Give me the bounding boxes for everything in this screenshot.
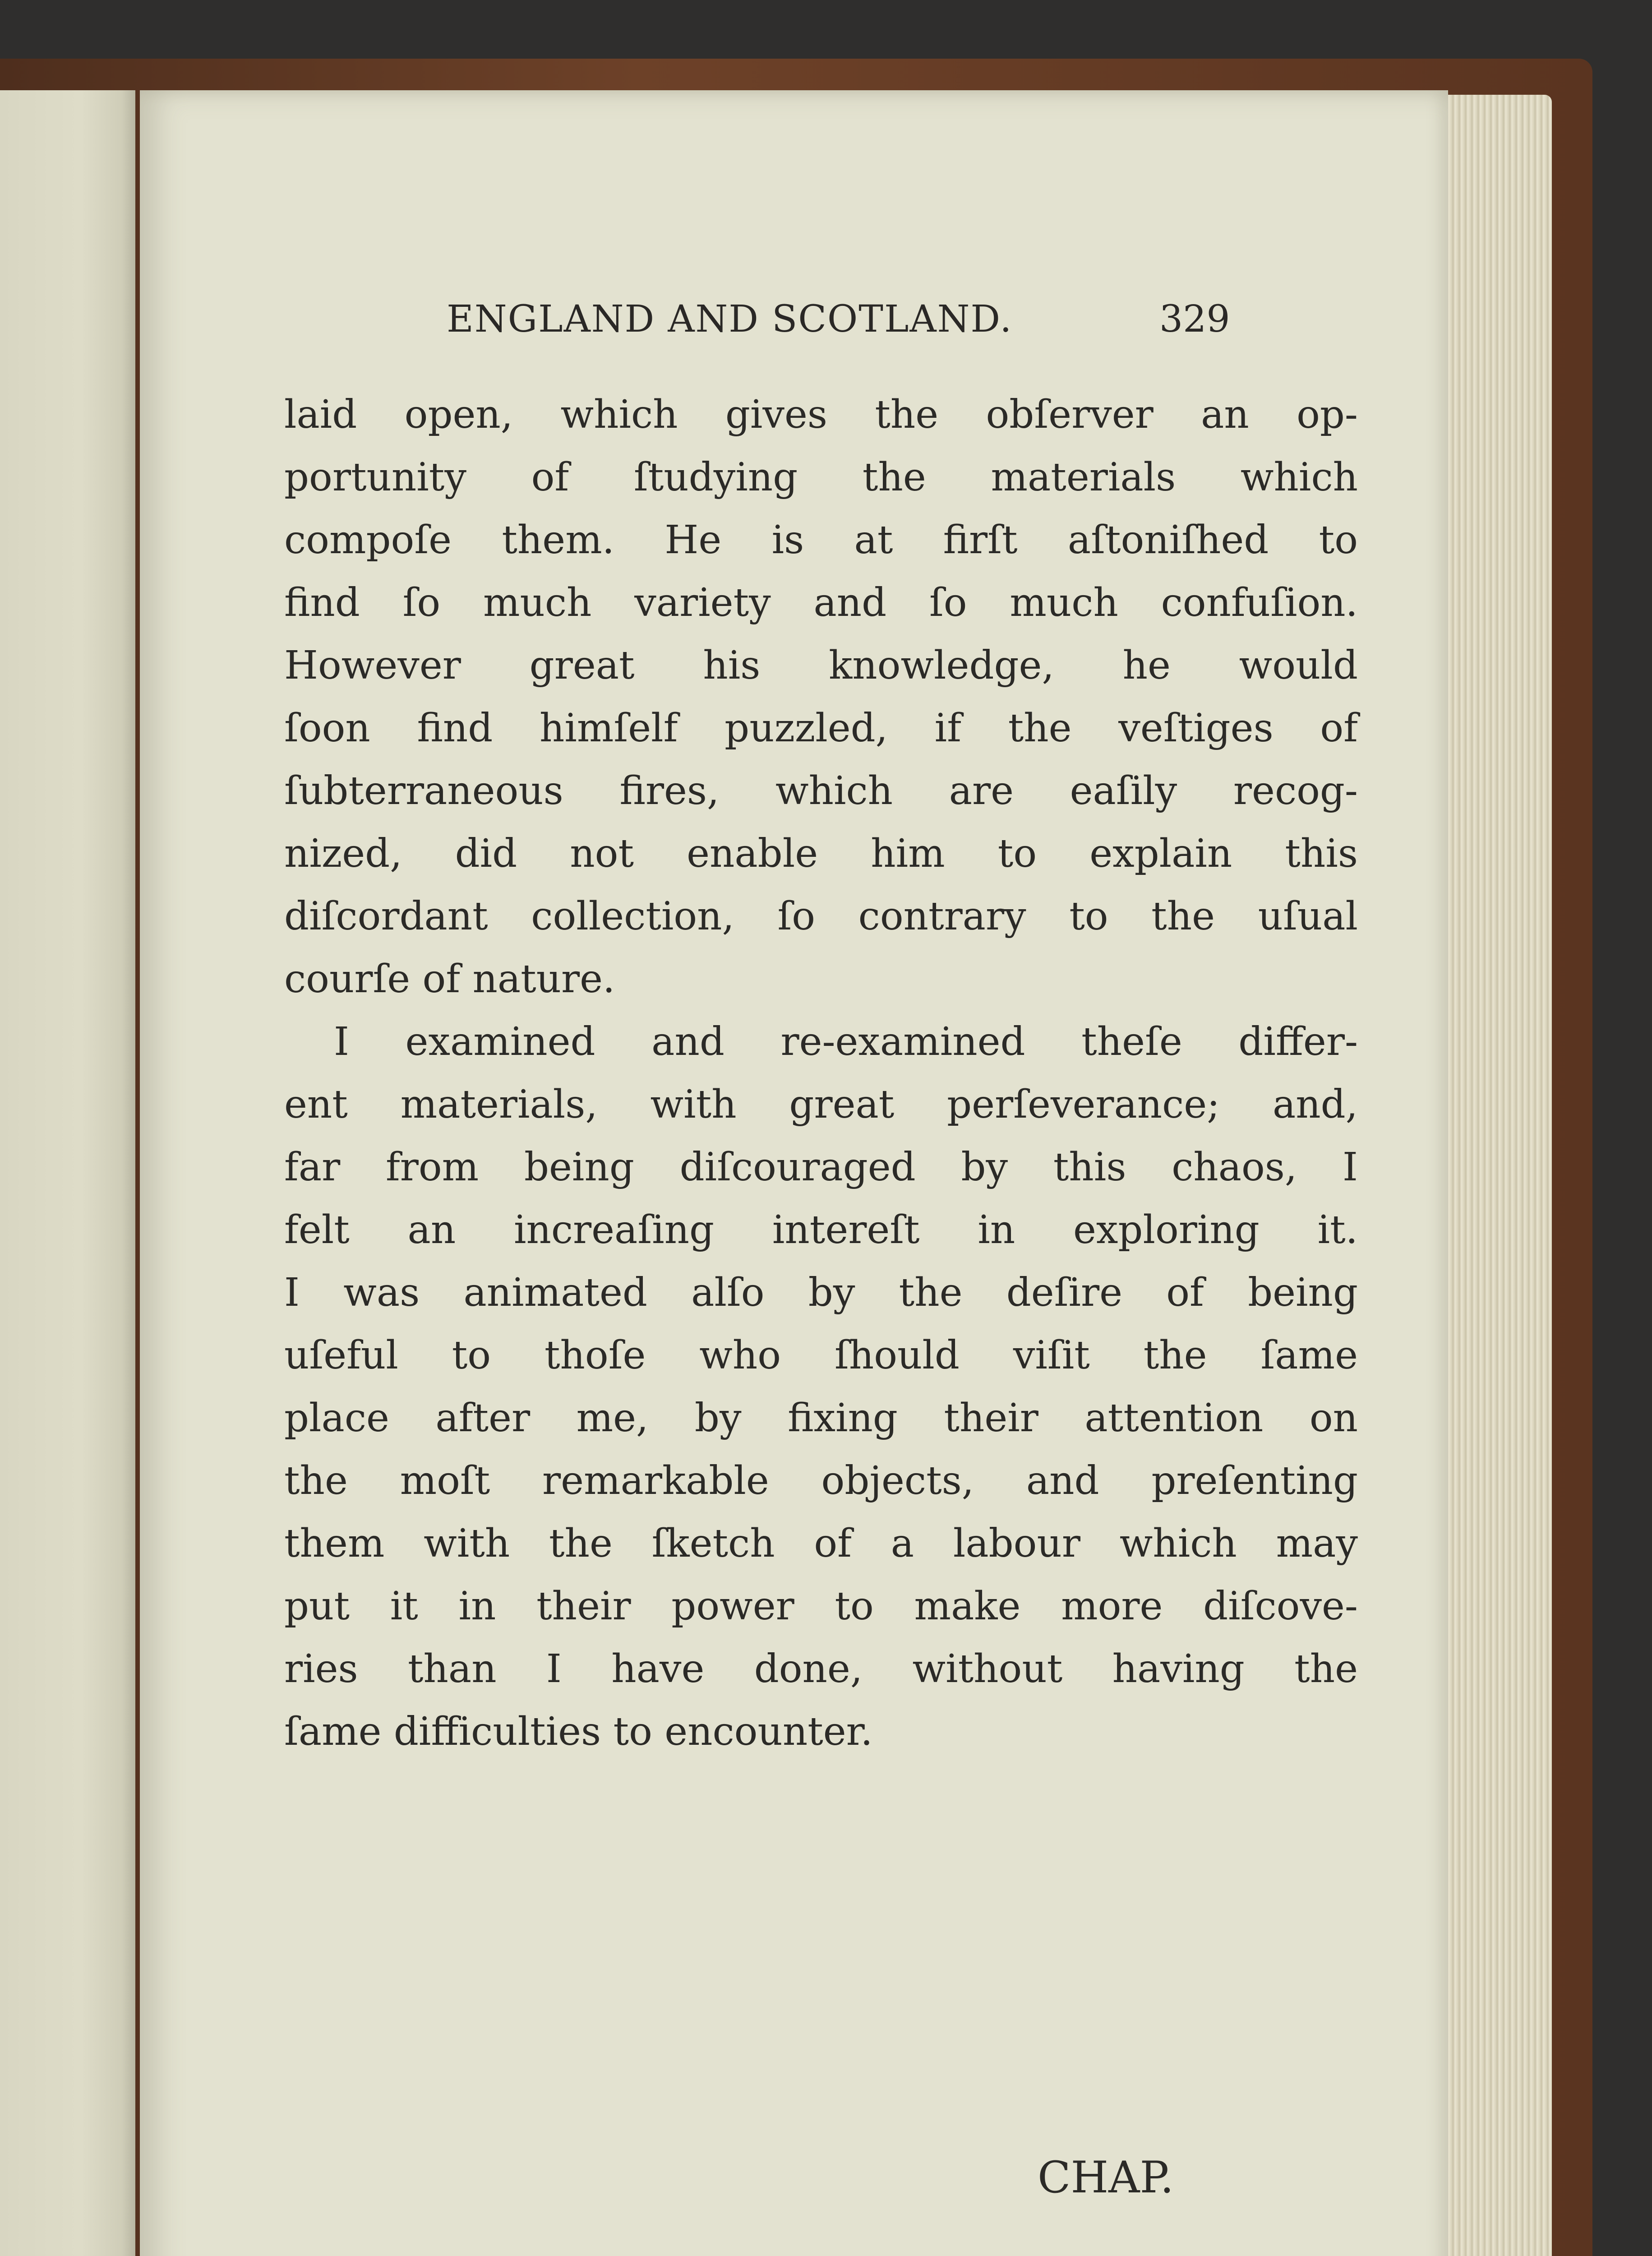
- catchword: CHAP.: [1038, 2152, 1174, 2203]
- body-text: [284, 384, 1358, 1763]
- text-line: ent materials, with great perſeverance; and,: [284, 1082, 1358, 1127]
- text-line: ſubterraneous fires, which are eaſily recog-: [284, 768, 1358, 814]
- text-line: ſoon find himſelf puzzled, if the veſtiges of: [284, 706, 1358, 751]
- paragraph: [284, 384, 1358, 1011]
- text-line: far from being diſcouraged by this chaos, I: [284, 1145, 1358, 1190]
- text-line: ſame difficulties to encounter.: [284, 1709, 873, 1754]
- text-line: find ſo much variety and ſo much confuſion.: [284, 580, 1358, 625]
- text-line: However great his knowledge, he would: [284, 643, 1358, 688]
- text-line: them with the ſketch of a labour which may: [284, 1521, 1358, 1566]
- text-line: place after me, by fixing their attention on: [284, 1396, 1358, 1441]
- page-edges: [1430, 95, 1552, 2256]
- text-line: uſeful to thoſe who ſhould viſit the ſame: [284, 1333, 1358, 1378]
- text-line: nized, did not enable him to explain this: [284, 831, 1358, 876]
- text-line: I examined and re-examined theſe differ-: [334, 1019, 1358, 1064]
- text-line: I was animated alſo by the deſire of being: [284, 1270, 1358, 1315]
- left-page-edge: [0, 90, 135, 2256]
- running-title: ENGLAND AND SCOTLAND.: [447, 298, 1013, 341]
- paragraph: [284, 1011, 1358, 1763]
- text-line: compoſe them. He is at firſt aſtoniſhed to: [284, 518, 1358, 563]
- text-line: courſe of nature.: [284, 957, 615, 1002]
- page-header: [140, 298, 1448, 370]
- text-line: put it in their power to make more diſcove-: [284, 1584, 1358, 1629]
- page-number: 329: [1159, 298, 1230, 341]
- text-line: diſcordant collection, ſo contrary to the uſual: [284, 894, 1358, 939]
- text-line: laid open, which gives the obſerver an op-: [284, 392, 1358, 437]
- text-line: ries than I have done, without having the: [284, 1646, 1358, 1692]
- book-page: [140, 90, 1448, 2256]
- text-line: felt an increaſing intereſt in exploring it.: [284, 1207, 1358, 1253]
- text-line: portunity of ſtudying the materials which: [284, 455, 1358, 500]
- text-line: the moſt remarkable objects, and preſenting: [284, 1458, 1358, 1503]
